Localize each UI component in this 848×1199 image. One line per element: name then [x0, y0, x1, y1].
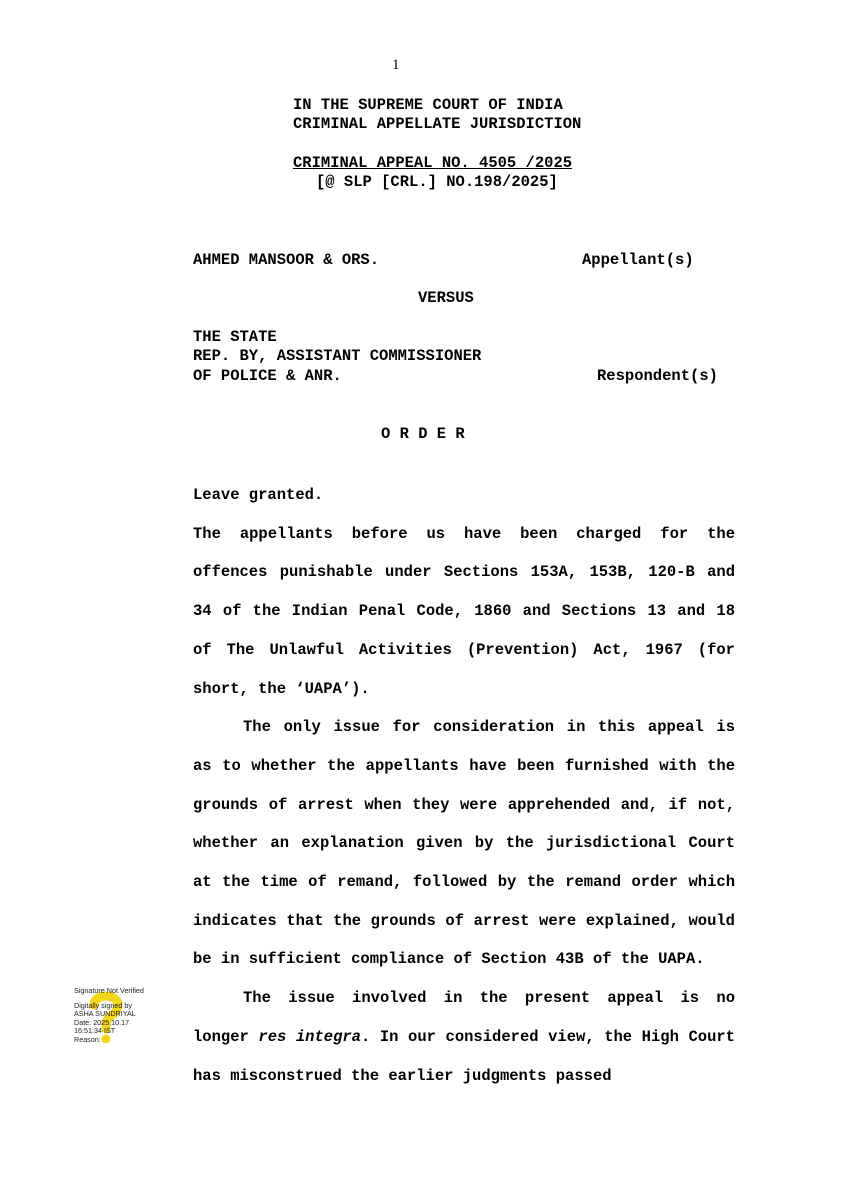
slp-number: [@ SLP [CRL.] NO.198/2025] — [316, 173, 558, 191]
respondent-line-3: OF POLICE & ANR. — [193, 367, 342, 385]
signature-status: Signature Not Verified — [74, 986, 144, 995]
paragraph-leave-granted: Leave granted. — [193, 486, 324, 504]
respondent-role: Respondent(s) — [597, 367, 718, 385]
respondent-line-1: THE STATE — [193, 328, 277, 346]
court-title: IN THE SUPREME COURT OF INDIA — [293, 96, 563, 114]
digital-signature-stamp — [74, 987, 164, 1045]
order-heading: O R D E R — [381, 425, 465, 443]
appeal-number: CRIMINAL APPEAL NO. 4505 /2025 — [293, 154, 573, 172]
paragraph-issue: The only issue for consideration in this appeal is as to whether the appellants have been furnished with the grounds of arrest when they were apprehended and, if not, whether an explanation given by the jurisdictional Court at the time of remand, followed by the remand order which indicates that the grounds of arrest were explained, would be in sufficient compliance of Section 43B of the UAPA. — [193, 718, 735, 969]
signature-signer: ASHA SUNDRIYAL — [74, 1009, 136, 1019]
page-number: 1 — [392, 57, 400, 73]
res-integra-term: res integra — [258, 1027, 361, 1046]
court-jurisdiction: CRIMINAL APPELLATE JURISDICTION — [293, 115, 582, 133]
signature-reason: Reason: — [74, 1034, 101, 1044]
signature-signed-by: Digitally signed by — [74, 1000, 132, 1010]
paragraph-res-integra-end: . In our considered view, the High Court has misconstrued the earlier judgments passed — [193, 1027, 735, 1085]
order-body — [193, 476, 735, 1095]
versus-label: VERSUS — [418, 289, 474, 307]
appellant-role: Appellant(s) — [582, 251, 694, 269]
signature-time: 16:51:34 IST — [74, 1026, 116, 1036]
respondent-line-2: REP. BY, ASSISTANT COMMISSIONER — [193, 347, 482, 365]
signature-date-value: 2025.10.17 — [93, 1017, 130, 1027]
appellant-name: AHMED MANSOOR & ORS. — [193, 251, 380, 269]
paragraph-res-integra — [193, 979, 735, 1095]
paragraph-res-integra-start: The issue involved in the present appeal is no longer — [193, 989, 735, 1046]
paragraph-charges: The appellants before us have been charged for the offences punishable under Sections 153A, 153B, 120-B and 34 of the Indian Penal Code, 1860 and Sections 13 and 18 of The Unlawful Activities (Prevention) Act, 1967 (for short, the ‘UAPA’). — [193, 524, 735, 698]
signature-date-label: Date: — [74, 1017, 94, 1027]
